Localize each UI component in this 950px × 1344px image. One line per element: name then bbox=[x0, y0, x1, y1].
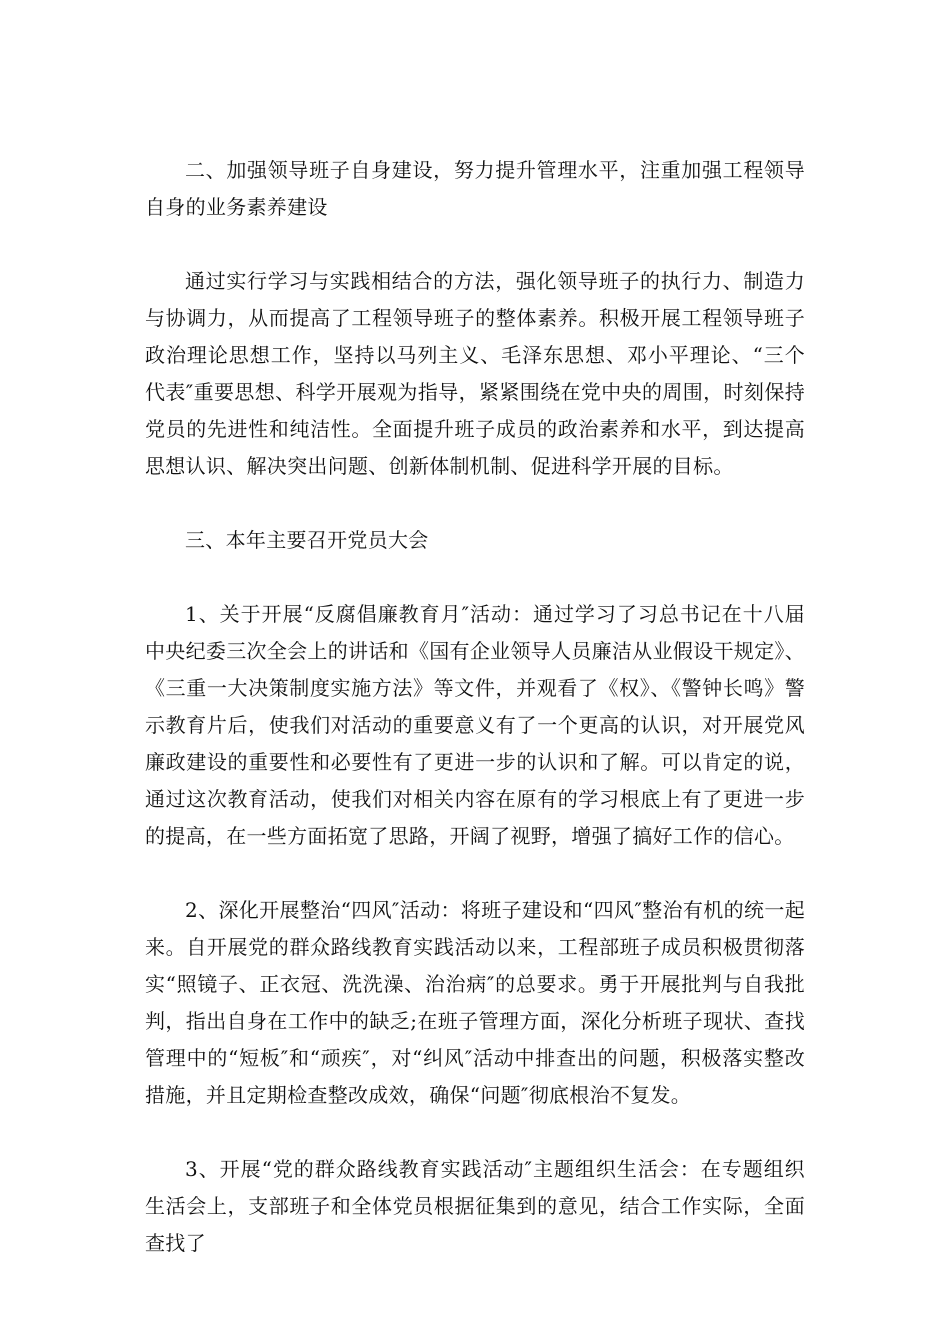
list-item-1: 1、关于开展“反腐倡廉教育月″活动：通过学习了习总书记在十八届中央纪委三次全会上的讲话和《国有企业领导人员廉洁从业假设干规定》、《三重一大决策制度实施方法》等文件，并观看了《权》、《警钟长鸣》警示教育片后，使我们对活动的重要意义有了一个更高的认识，对开展党风廉政建设的重要性和必要性有了更进一步的认识和了解。可以肯定的说，通过这次教育活动，使我们对相关内容在原有的学习根底上有了更进一步的提高，在一些方面拓宽了思路，开阔了视野，增强了搞好工作的信心。 bbox=[145, 602, 805, 848]
body-paragraph: 通过实行学习与实践相结合的方法，强化领导班子的执行力、制造力与协调力，从而提高了工程领导班子的整体素养。积极开展工程领导班子政治理论思想工作，坚持以马列主义、毛泽东思想、邓小平理论、“三个代表″重要思想、科学开展观为指导，紧紧围绕在党中央的周围，时刻保持党员的先进性和纯洁性。全面提升班子成员的政治素养和水平，到达提高思想认识、解决突出问题、创新体制机制、促进科学开展的目标。 bbox=[145, 269, 805, 478]
document-page bbox=[145, 152, 805, 1299]
section-heading-2: 二、加强领导班子自身建设，努力提升管理水平，注重加强工程领导自身的业务素养建设 bbox=[145, 158, 805, 219]
list-item-3: 3、开展“党的群众路线教育实践活动″主题组织生活会：在专题组织生活会上，支部班子和全体党员根据征集到的意见，结合工作实际，全面查找了 bbox=[145, 1157, 805, 1255]
section-heading-3: 三、本年主要召开党员大会 bbox=[185, 528, 429, 552]
list-item-2: 2、深化开展整治“四风″活动：将班子建设和“四风″整治有机的统一起来。自开展党的群众路线教育实践活动以来，工程部班子成员积极贯彻落实“照镜子、正衣冠、洗洗澡、治治病″的总要求。勇于开展批判与自我批判，指出自身在工作中的缺乏;在班子管理方面，深化分析班子现状、查找管理中的“短板″和“顽疾″，对“纠风″活动中排查出的问题，积极落实整改措施，并且定期检查整改成效，确保“问题″彻底根治不复发。 bbox=[145, 898, 805, 1107]
